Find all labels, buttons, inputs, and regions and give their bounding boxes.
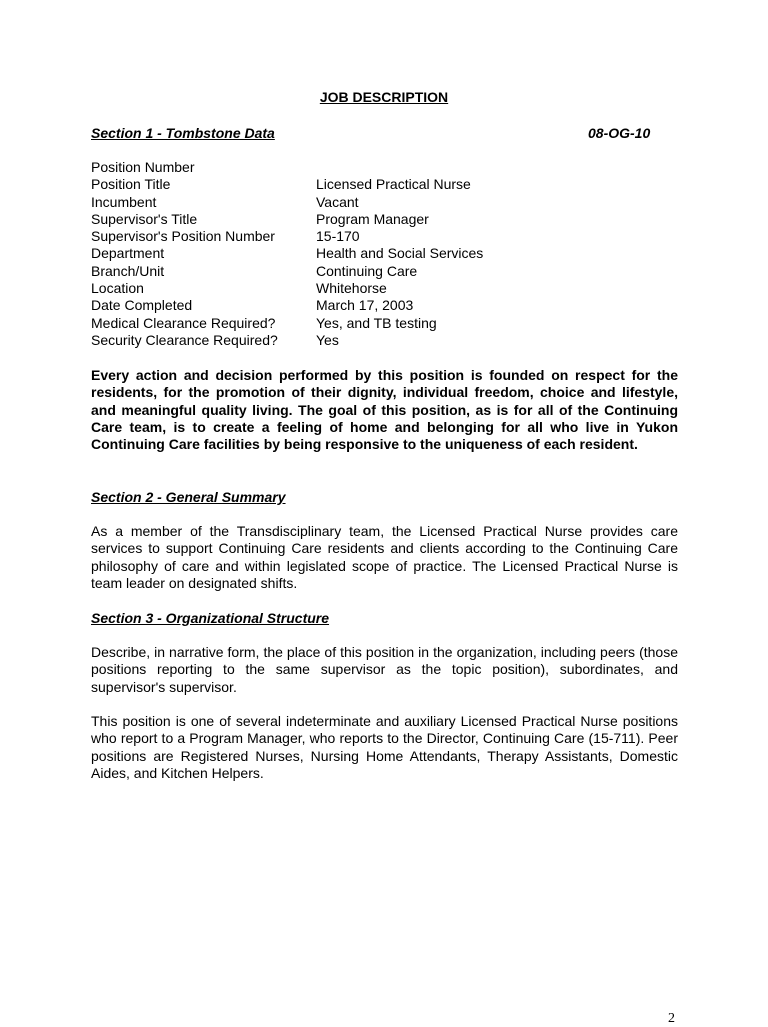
field-value: Program Manager [316,210,429,227]
field-row-location [91,280,483,297]
field-value: Licensed Practical Nurse [316,176,471,193]
field-value: Yes, and TB testing [316,314,437,331]
mission-statement: Every action and decision performed by this position is founded on respect for the residents, for the promotion of their dignity, individual freedom, choice and lifestyle, and meaningful quality living. The goal of this position, as is for all of the Continuing Care team, is to create a feeling of home and belonging for all who live in Yukon Continuing Care facilities by being responsive to the uniqueness of each resident. [91,367,678,453]
field-label: Supervisor's Position Number [91,228,275,245]
field-value: 15-170 [316,228,360,245]
field-row-position-number [91,159,483,176]
section3-intro: Describe, in narrative form, the place of this position in the organization, including peers (those positions reporting to the same supervisor as the topic position), subordinates, and supervisor's supervisor. [91,644,678,695]
field-row-medical-clearance [91,315,483,332]
field-value: March 17, 2003 [316,297,414,314]
field-row-supervisor-position-number [91,228,483,245]
document-title: JOB DESCRIPTION [319,89,449,105]
field-label: Medical Clearance Required? [91,314,276,331]
field-label: Position Number [91,159,195,175]
field-label: Branch/Unit [91,262,165,279]
field-row-branch-unit [91,263,483,280]
field-value: Yes [316,331,339,348]
field-label: Security Clearance Required? [91,331,278,348]
field-row-incumbent [91,194,483,211]
field-label: Incumbent [91,193,157,210]
field-row-supervisor-title [91,211,483,228]
section1-heading: Section 1 - Tombstone Data [91,125,275,141]
field-row-department [91,245,483,262]
field-value: Continuing Care [316,262,418,279]
section2-heading: Section 2 - General Summary [91,489,286,505]
field-value: Vacant [316,193,359,210]
field-row-date-completed [91,297,483,314]
field-value: Whitehorse [316,280,387,297]
tombstone-data-table [91,159,483,349]
field-label: Date Completed [91,297,193,314]
page-number: 2 [668,1011,675,1026]
section3-text: This position is one of several indeterminate and auxiliary Licensed Practical Nurse positions who report to a Program Manager, who reports to the Director, Continuing Care (15-711). Peer positions are Registered Nurses, Nursing Home Attendants, Therapy Assistants, Domestic Aides, and Kitchen Helpers. [91,713,678,781]
field-label: Department [91,245,165,262]
field-row-position-title [91,176,483,193]
field-value: Health and Social Services [316,245,484,262]
field-label: Supervisor's Title [91,210,198,227]
section3-heading: Section 3 - Organizational Structure [91,610,330,626]
section2-text: As a member of the Transdisciplinary team, the Licensed Practical Nurse provides care services to support Continuing Care residents and clients according to the Continuing Care philosophy of care and within legislated scope of practice. The Licensed Practical Nurse is team leader on designated shifts. [91,523,678,591]
field-label: Position Title [91,176,171,193]
field-label: Location [91,280,144,297]
field-row-security-clearance [91,332,483,349]
document-code: 08-OG-10 [588,125,651,141]
